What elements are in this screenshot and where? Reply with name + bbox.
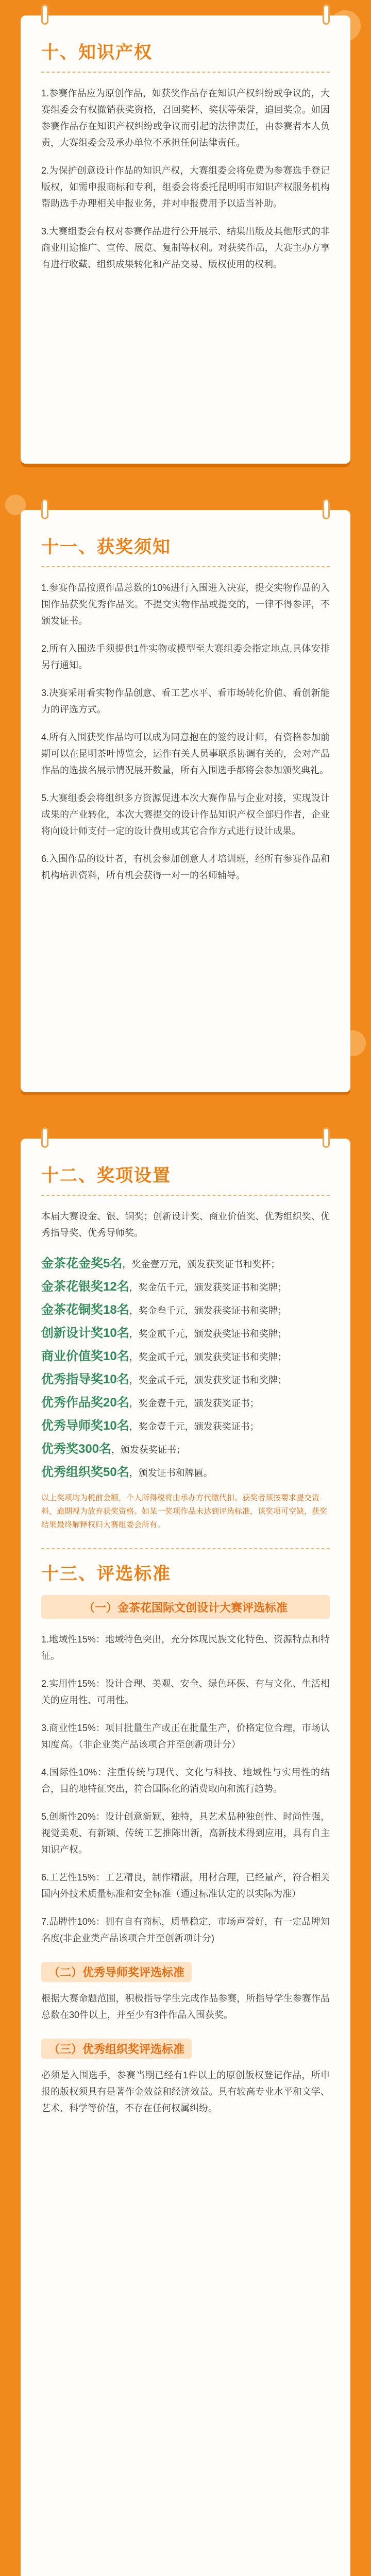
paragraph: 2.所有入围选手须提供1件实物或模型至大赛组委会指定地点,具体安排另行通知。 (41, 643, 330, 670)
award-desc: ，奖金贰千元，颁发获奖证书和奖牌； (129, 1352, 287, 1362)
paragraph: 1.参赛作品应为原创作品，如获奖作品存在知识产权纠纷或争议的，大赛组委会有权撤销获奖资格，召回奖杯、奖状等荣誉，追回奖金。如因参赛作品存在知识产权纠纷或争议而引起的法律责任，由参赛者本人负责，大赛组委会及承办单位不承担任何法律责任。 (41, 88, 330, 148)
card-body (21, 73, 350, 304)
paragraph: 3.决赛采用看实物作品创意、看工艺水平、看市场转化价值、看创新能力的评选方式。 (41, 688, 330, 715)
award-desc: ，奖金壹万元，颁发获奖证书和奖杯； (122, 1259, 280, 1269)
paragraph: 3.大赛组委会有权对参赛作品进行公开展示、结集出版及其他形式的非商业用途推广、宣传、展览、复制等权利。对获奖作品，大赛主办方享有进行收藏、组织成果转化和产品交易、版权使用的权利。 (41, 226, 330, 269)
criterion: 2.实用性15%：设计合理、美观、安全、绿色环保、有与文化、生活相关的应用性、可用性。 (41, 1679, 330, 1705)
award-list (41, 1252, 330, 1484)
card-header (41, 38, 330, 73)
card-body (21, 567, 350, 916)
award-row (41, 1252, 330, 1276)
award-row (41, 1392, 330, 1415)
ring-icon (41, 1127, 48, 1148)
award-name: 优秀指导奖10名 (41, 1372, 129, 1386)
paragraph: 6.入围作品的设计者，有机会参加创意人才培训班，经所有参赛作品和机构培训资料，所有机会获得一对一的名师辅导。 (41, 854, 330, 880)
card-awards-criteria (21, 1139, 350, 2576)
award-name: 金茶花银奖12名 (41, 1280, 129, 1294)
ring-icon (41, 4, 48, 25)
award-desc: ，奖金叁千元，颁发获奖证书和奖牌； (129, 1306, 287, 1316)
criterion: 1.地域性15%：地域特色突出，充分体现民族文化特色、资源特点和特征。 (41, 1634, 330, 1661)
award-name: 优秀作品奖20名 (41, 1396, 129, 1410)
binder-rings (21, 4, 350, 25)
card-header (41, 533, 330, 567)
criterion: 3.商业性15%：项目批量生产或正在批量生产，价格定位合理，市场认知度高。（非企业类产品该项合并至创新项计分） (41, 1723, 330, 1750)
award-row (41, 1276, 330, 1299)
ring-icon (323, 499, 330, 519)
ring-icon (323, 1127, 330, 1148)
paragraph: 5.大赛组委会将组织多方资源促进本次大赛作品与企业对接，实现设计成果的产业转化，本次大赛提交的设计作品知识产权全部归作者，企业将向设计师支付一定的设计费用或其它合作方式进行设计成果。 (41, 793, 330, 836)
award-note: 以上奖项均为税前金额，个人所得税将由承办方代缴代扣。获奖者须按要求提交资料，逾期视为放弃获奖资格。如某一奖项作品未达到评选标准，该奖项可空缺，获奖结果最终解释权归大赛组委会所有。 (41, 1494, 328, 1529)
award-row (41, 1438, 330, 1461)
award-name: 优秀奖300名 (41, 1442, 112, 1456)
award-desc: ，奖金壹千元，颁发获奖证书； (129, 1398, 259, 1409)
award-desc: ，奖金壹千元，颁发获奖证书； (129, 1421, 259, 1432)
sub-heading: （二）优秀导师奖评选标准 (41, 1962, 192, 1982)
section-title: 十一、获奖须知 (41, 537, 171, 557)
sub-heading: （三）优秀组织奖评选标准 (41, 2039, 192, 2059)
banner-label: （一）金茶花国际文创设计大赛评选标准 (83, 1601, 288, 1614)
award-row (41, 1345, 330, 1368)
criterion: 5.创新性20%：设计创意新颖、独特，具艺术品种独创性、时尚性强，视觉美观、有新颖、传统工艺推陈出新，高新技术得到应用，具有自主知识产权。 (41, 1811, 330, 1855)
card-body (21, 1196, 350, 2148)
awards-intro: 本届大赛设金、银、铜奖；创新设计奖、商业价值奖、优秀组织奖、优秀指导奖、优秀导师奖。 (41, 1211, 330, 1238)
divider (41, 1547, 330, 1549)
card-header (41, 1161, 330, 1196)
award-row (41, 1368, 330, 1392)
award-name: 优秀组织奖50名 (41, 1465, 129, 1479)
award-row (41, 1322, 330, 1345)
award-desc: ，奖金贰千元，颁发获奖证书和奖牌； (129, 1329, 287, 1339)
section-title: 十三、评选标准 (41, 1564, 171, 1584)
ring-icon (41, 499, 48, 519)
award-desc: ，颁发获奖证书； (111, 1445, 186, 1455)
binder-rings (21, 1127, 350, 1148)
award-name: 商业价值奖10名 (41, 1349, 129, 1363)
paragraph: 1.参赛作品按照作品总数的10%进行入围进入决赛，提交实物作品的入围作品获奖优秀作品奖。不提交实物作品或提交的，一律不得参评，不颁发证书。 (41, 583, 330, 626)
section-title: 十二、奖项设置 (41, 1166, 171, 1185)
award-row (41, 1299, 330, 1322)
paragraph: 4.所有入围获奖作品均可以成为同意抱在的签约设计师，有资格参加前期可以在昆明茶叶博览会，运作有关人员事联系协调有关的，会对产品作品的选拔名展示情况展开数量，所有入围选手都将会参加颁奖典礼。 (41, 732, 330, 775)
award-desc: ，奖金贰千元，颁发获奖证书和奖牌； (129, 1375, 287, 1385)
award-name: 金茶花金奖5名 (41, 1257, 123, 1270)
card-award-notes (21, 510, 350, 1092)
award-row (41, 1415, 330, 1438)
paragraph: 2.为保护创意设计作品的知识产权，大赛组委会将免费为参赛选手登记版权，如需申报商标和专利，组委会将委托昆明明市知识产权服务机构帮助选手办理相关申报业务，并对申报费用予以适当补助。 (41, 165, 330, 209)
card-intellectual-property (21, 15, 350, 464)
paragraph: 根据大赛命题范围，积极指导学生完成作品参赛，所指导学生参赛作品总数在30件以上，并至少有3件作品入围获奖。 (41, 1993, 330, 2020)
binder-rings (21, 499, 350, 519)
ring-icon (323, 4, 330, 25)
criteria-banner (41, 1595, 330, 1619)
criterion: 6.工艺性15%：工艺精良，制作精湛，用材合理，已经量产，符合相关国内外技术质量标准和安全标准（通过标准认定的以实际为准） (41, 1872, 330, 1899)
award-row (41, 1461, 330, 1484)
award-desc: ，奖金伍千元，颁发获奖证书和奖牌； (129, 1282, 287, 1293)
section-title: 十、知识产权 (41, 43, 153, 62)
criterion: 7.品牌性10%：拥有自有商标，质量稳定，市场声誉好，有一定品牌知名度(非企业类产品该项合并至创新项计分) (41, 1917, 330, 1943)
award-desc: ，颁发证书和牌匾。 (129, 1468, 213, 1478)
award-name: 优秀导师奖10名 (41, 1419, 129, 1433)
award-name: 创新设计奖10名 (41, 1326, 129, 1340)
paragraph: 必须是入围选手，参赛当期已经有1件以上的原创版权登记作品，所申报的版权须具有是著作金效益和经济效益。具有较高专业水平和文学、艺术、科学等价值，不存在任何权属纠纷。 (41, 2070, 330, 2113)
award-name: 金茶花铜奖18名 (41, 1303, 129, 1317)
criterion: 4.国际性10%：注重传统与现代、文化与科技、地域性与实用性的结合，目的地特征突出，符合国际化的消费取向和流行趋势。 (41, 1767, 330, 1794)
